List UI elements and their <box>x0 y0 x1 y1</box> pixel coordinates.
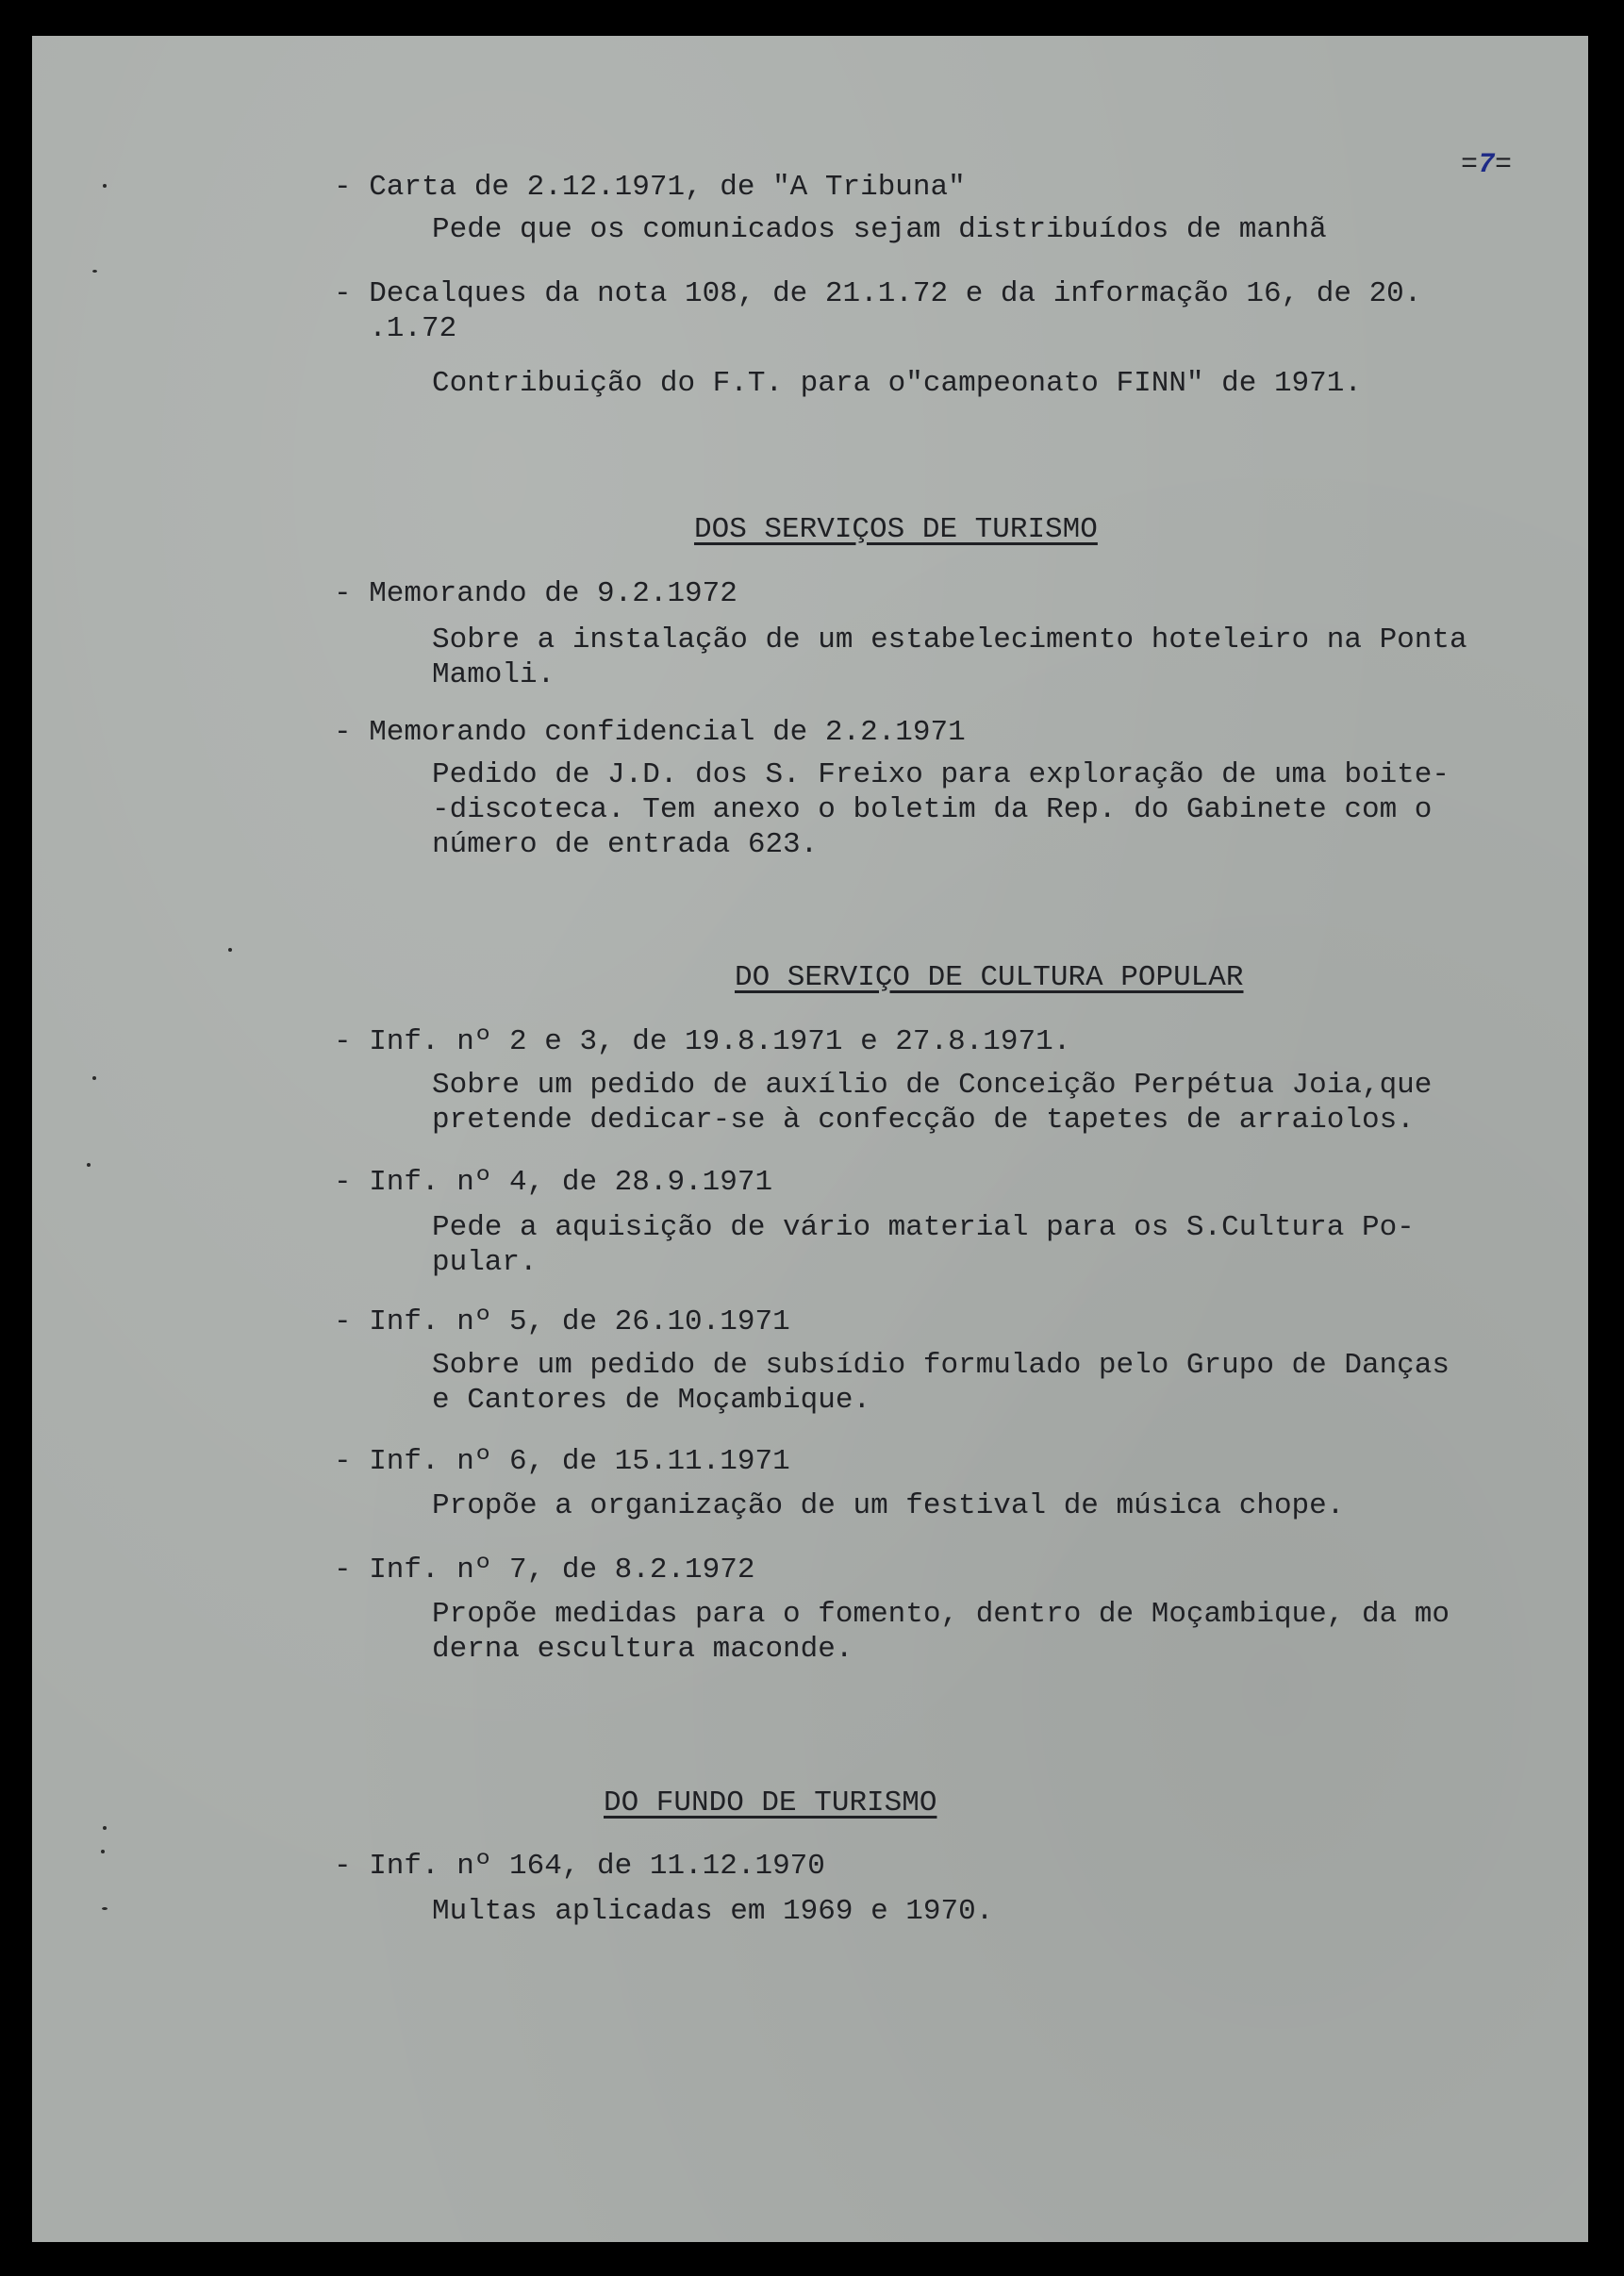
paper-speck <box>103 184 107 188</box>
paper-speck <box>87 1163 91 1167</box>
entry-description: Pedido de J.D. dos S. Freixo para exploração de uma boite- -discoteca. Tem anexo o boletim da Rep. do Gabinete com o número de entrada 623. <box>432 758 1450 861</box>
entry-description: Sobre a instalação de um estabelecimento hoteleiro na Ponta Mamoli. <box>432 623 1467 691</box>
section-heading: DOS SERVIÇOS DE TURISMO <box>694 513 1098 546</box>
paper-speck <box>102 1907 108 1910</box>
entry-title: - Memorando confidencial de 2.2.1971 <box>334 716 966 749</box>
entry-description: Propõe a organização de um festival de música chope. <box>432 1489 1345 1522</box>
handwritten-page-digit: 7 <box>1478 149 1496 181</box>
entry-title: - Inf. nº 7, de 8.2.1972 <box>334 1553 755 1587</box>
section-heading: DO SERVIÇO DE CULTURA POPULAR <box>735 961 1244 994</box>
entry-description: Sobre um pedido de auxílio de Conceição Perpétua Joia,que pretende dedicar-se à confecção de tapetes de arraiolos. <box>432 1069 1433 1137</box>
entry-title: - Carta de 2.12.1971, de "A Tribuna" <box>334 171 966 204</box>
entry-description: Sobre um pedido de subsídio formulado pelo Grupo de Danças e Cantores de Moçambique. <box>432 1349 1450 1417</box>
entry-title: - Inf. nº 4, de 28.9.1971 <box>334 1166 773 1199</box>
entry-title: - Inf. nº 6, de 15.11.1971 <box>334 1445 790 1478</box>
section-heading: DO FUNDO DE TURISMO <box>604 1786 937 1819</box>
entry-description: Pede a aquisição de vário material para os S.Cultura Po- pular. <box>432 1211 1415 1279</box>
entry-title: - Inf. nº 164, de 11.12.1970 <box>334 1850 825 1883</box>
entry-title: - Inf. nº 5, de 26.10.1971 <box>334 1305 790 1338</box>
paper-speck <box>228 948 232 952</box>
entry-description: Pede que os comunicados sejam distribuídos de manhã <box>432 213 1327 246</box>
paper-speck <box>103 1826 107 1830</box>
entry-description: Contribuição do F.T. para o"campeonato FINN" de 1971. <box>432 367 1362 400</box>
entry-title: - Decalques da nota 108, de 21.1.72 e da informação 16, de 20. .1.72 <box>334 277 1422 345</box>
entry-description: Multas aplicadas em 1969 e 1970. <box>432 1895 994 1928</box>
entry-title: - Memorando de 9.2.1972 <box>334 577 737 610</box>
paper-speck <box>92 270 97 273</box>
entry-description: Propõe medidas para o fomento, dentro de Moçambique, da mo derna escultura maconde. <box>432 1598 1450 1666</box>
page-number: =7= <box>1461 149 1513 181</box>
document-page <box>32 36 1588 2242</box>
paper-speck <box>101 1850 105 1853</box>
paper-speck <box>92 1076 96 1080</box>
entry-title: - Inf. nº 2 e 3, de 19.8.1971 e 27.8.1971. <box>334 1025 1071 1058</box>
